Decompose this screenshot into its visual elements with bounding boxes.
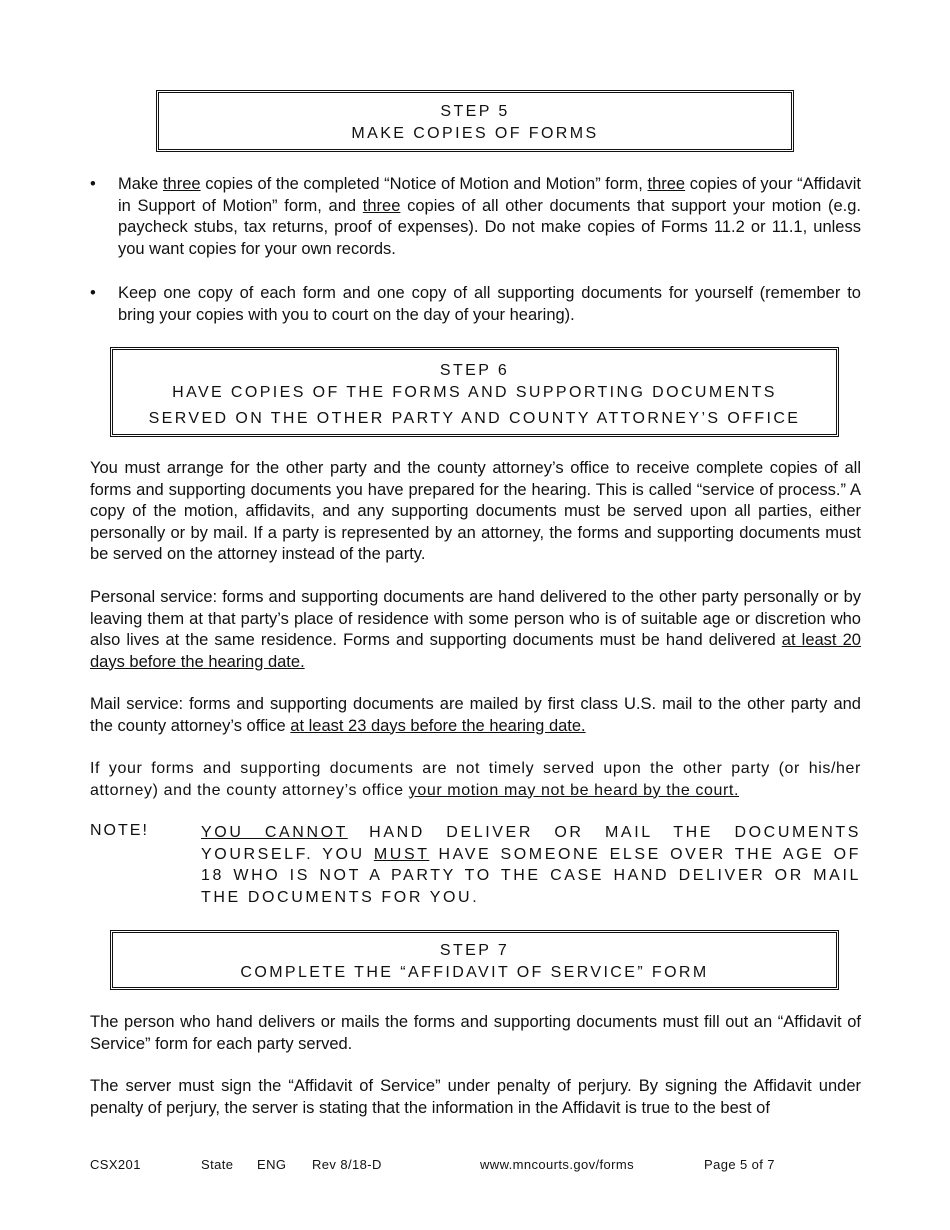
- step-6-box: [110, 347, 839, 437]
- underlined-three: three: [362, 196, 401, 215]
- step-5-subtitle: MAKE COPIES OF FORMS: [351, 125, 599, 142]
- bullet-text: Keep one copy of each form and one copy of all supporting documents for yourself (remember to bring your copies with you to court on the day of your hearing).: [118, 284, 861, 324]
- note-text: YOU CANNOT HAND DELIVER OR MAIL THE DOCUMENTS YOURSELF. YOU MUST HAVE SOMEONE ELSE OVER THE AGE OF 18 WHO IS NOT A PARTY TO THE CASE HAND DELIVER OR MAIL THE DOCUMENTS FOR YOU.: [201, 824, 861, 906]
- bullet-item-make-copies: [90, 174, 861, 260]
- underlined-three: three: [162, 175, 201, 193]
- footer-revision: Rev 8/18-D: [312, 1157, 382, 1172]
- bullet-text: Make three copies of the completed “Notice of Motion and Motion” form, three copies of your “Affidavit in Support of Motion” form, and three copies of all other documents that support your motion (e.g. paycheck stubs, tax returns, proof of expenses). Do not make copies of Forms 11.2 or 11.1, unless you want copies for your own records.: [118, 175, 861, 258]
- mail-service-deadline: at least 23 days before the hearing date.: [290, 716, 586, 735]
- bullet-icon: •: [90, 284, 96, 302]
- step-6-title: STEP 6: [439, 362, 510, 379]
- server-paragraph-1: The person who hand delivers or mails the forms and supporting documents must fill out an “Affidavit of Service” form for each party served.: [90, 1013, 861, 1053]
- step-5-title: STEP 5: [440, 103, 510, 120]
- footer-form-id: CSX201: [90, 1157, 141, 1172]
- server-paragraph-2: The server must sign the “Affidavit of Service” under penalty of perjury. By signing the Affidavit under penalty of perjury, the server is stating that the information in the Affidavit is true to the best of: [90, 1077, 861, 1117]
- bullet-icon: •: [90, 175, 96, 193]
- step-7-subtitle: COMPLETE THE “AFFIDAVIT OF SERVICE” FORM: [240, 964, 709, 981]
- service-paragraph: You must arrange for the other party and the county attorney’s office to receive complete copies of all forms and supporting documents you have prepared for the hearing. This is called “service of process.” A copy of the motion, affidavits, and any supporting documents must be served upon all parties, either personally or by mail. If a party is represented by an attorney, the forms and supporting documents must be served on the attorney instead of the party.: [90, 459, 861, 563]
- underlined-three: three: [647, 175, 686, 193]
- motion-not-heard-warning: your motion may not be heard by the court.: [408, 781, 739, 799]
- personal-service-deadline: at least 20 days before the hearing date.: [90, 631, 861, 671]
- footer-state: State: [201, 1157, 234, 1172]
- timely-service-paragraph: If your forms and supporting documents are not timely served upon the other party (or his/her attorney) and the county attorney’s office your motion may not be heard by the court.: [90, 760, 861, 799]
- mail-service-paragraph: Mail service: forms and supporting documents are mailed by first class U.S. mail to the other party and the county attorney’s office at least 23 days before the hearing date.: [90, 695, 861, 735]
- note-label: NOTE!: [90, 822, 149, 839]
- bullet-item-keep-copy: [90, 283, 861, 326]
- step-6-line-2: SERVED ON THE OTHER PARTY AND COUNTY ATTORNEY’S OFFICE: [148, 410, 801, 427]
- step-6-line-1: HAVE COPIES OF THE FORMS AND SUPPORTING DOCUMENTS: [172, 384, 777, 401]
- footer-page-number: Page 5 of 7: [704, 1157, 775, 1172]
- footer-language: ENG: [257, 1157, 287, 1172]
- footer-url: www.mncourts.gov/forms: [480, 1157, 635, 1172]
- step-7-title: STEP 7: [439, 942, 510, 959]
- personal-service-paragraph: Personal service: forms and supporting documents are hand delivered to the other party personally or by leaving them at that party’s place of residence with some person who is of suitable age or discretion who also lives at the same residence. Forms and supporting documents must be hand delivered at least 20 days before the hearing date.: [90, 588, 861, 671]
- step-5-box: [156, 90, 794, 152]
- step-7-box: [110, 930, 839, 990]
